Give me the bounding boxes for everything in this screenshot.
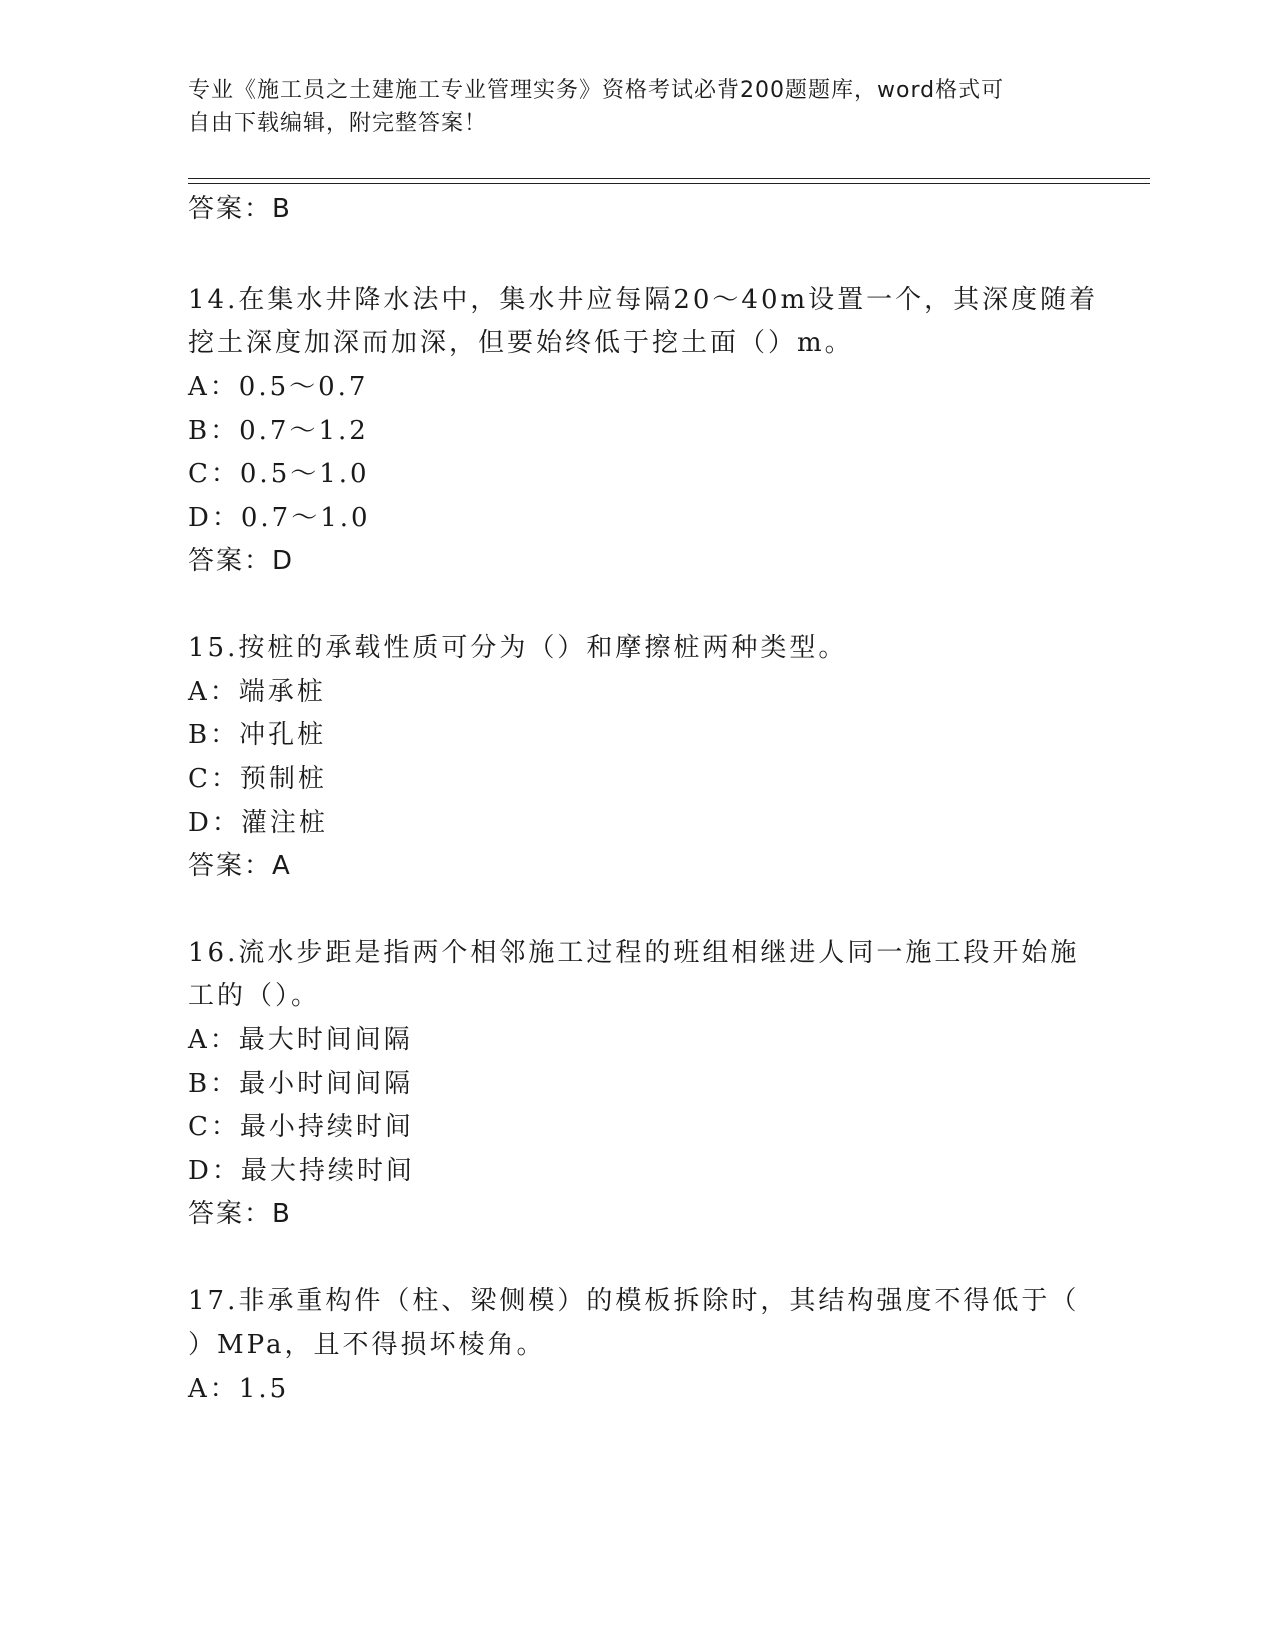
header-divider-top bbox=[188, 178, 1150, 179]
answer-14: 答案：D bbox=[188, 546, 295, 576]
question-17-text-line-1: 17.非承重构件（柱、梁侧模）的模板拆除时，其结构强度不得低于（ bbox=[188, 1286, 1080, 1316]
question-14-option-c: C：0.5～1.0 bbox=[188, 459, 370, 489]
answer-13: 答案：B bbox=[188, 194, 292, 224]
question-14-text-line-1: 14.在集水井降水法中，集水井应每隔20～40m设置一个，其深度随着 bbox=[188, 285, 1099, 315]
header-line-2: 自由下载编辑，附完整答案！ bbox=[188, 111, 488, 136]
question-16-option-c: C：最小持续时间 bbox=[188, 1112, 414, 1142]
header-line-1: 专业《施工员之土建施工专业管理实务》资格考试必背200题题库，word格式可 bbox=[188, 78, 1005, 103]
question-16-option-d: D：最大持续时间 bbox=[188, 1156, 415, 1186]
question-15-option-a: A：端承桩 bbox=[188, 677, 326, 707]
question-15-option-d: D：灌注桩 bbox=[188, 808, 328, 838]
question-14-option-a: A：0.5～0.7 bbox=[188, 372, 369, 402]
answer-15: 答案：A bbox=[188, 851, 292, 881]
question-15-text-line-1: 15.按桩的承载性质可分为（）和摩擦桩两种类型。 bbox=[188, 633, 848, 663]
question-15-option-b: B：冲孔桩 bbox=[188, 720, 327, 750]
question-14-option-b: B：0.7～1.2 bbox=[188, 416, 369, 446]
question-14-text-line-2: 挖土深度加深而加深，但要始终低于挖土面（）m。 bbox=[188, 328, 854, 358]
question-17-text-line-2: ）MPa，且不得损坏棱角。 bbox=[188, 1330, 546, 1360]
answer-16: 答案：B bbox=[188, 1199, 292, 1229]
question-16-option-b: B：最小时间间隔 bbox=[188, 1069, 414, 1099]
document-header bbox=[188, 74, 1088, 140]
question-16-text-line-2: 工的（）。 bbox=[188, 981, 321, 1011]
question-17-option-a: A：1.5 bbox=[188, 1374, 290, 1404]
question-14-option-d: D：0.7～1.0 bbox=[188, 503, 371, 533]
header-divider-bottom bbox=[188, 183, 1150, 184]
question-16-option-a: A：最大时间间隔 bbox=[188, 1025, 413, 1055]
question-15-option-c: C：预制桩 bbox=[188, 764, 327, 794]
question-16-text-line-1: 16.流水步距是指两个相邻施工过程的班组相继进人同一施工段开始施 bbox=[188, 938, 1080, 968]
